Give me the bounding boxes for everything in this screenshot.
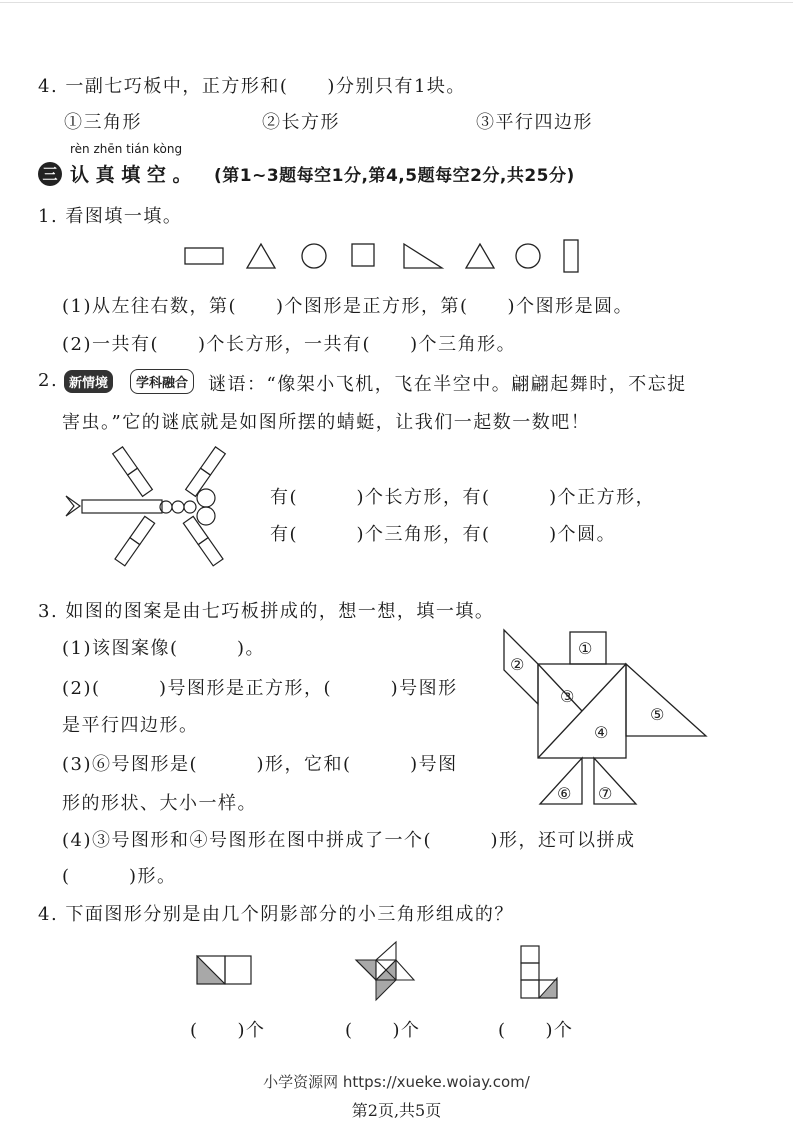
section-marker: 三 (38, 162, 62, 186)
s2-fill-line1: 有( )个长方形，有( )个正方形， (270, 487, 656, 508)
section-scoring: (第1~3题每空1分,第4,5题每空2分,共25分) (214, 166, 575, 186)
s3-line6: (4)③号图形和④号图形在图中拼成了一个( )形，还可以拼成 (62, 830, 636, 851)
tangram-label-6: ⑥ (557, 784, 572, 803)
dragonfly-figure (60, 444, 230, 584)
s2-riddle-line2: 害虫。”它的谜底就是如图所摆的蜻蜓，让我们一起数一数吧！ (62, 412, 591, 433)
triangle-shape (247, 244, 275, 268)
tangram-label-3: ③ (560, 687, 575, 706)
tangram-label-1: ① (578, 639, 593, 658)
s2-riddle-line1: 谜语：“像架小飞机，飞在半空中。翩翩起舞时，不忘捉 (208, 374, 687, 395)
tangram-label-4: ④ (594, 723, 609, 742)
circle-shape (516, 244, 540, 268)
s3-line5: 形的形状、大小一样。 (62, 793, 257, 814)
s1-line1: (1)从左往右数，第( )个图形是正方形，第( )个图形是圆。 (62, 296, 634, 317)
s4-answer-1: ( )个 (190, 1020, 266, 1041)
s3-line1: (1)该图案像( )。 (62, 638, 266, 659)
triangle-shape (466, 244, 494, 268)
s4-answer-2: ( )个 (345, 1020, 421, 1041)
section-pinyin: rèn zhēn tián kòng (70, 142, 183, 156)
shapes-row (180, 238, 600, 278)
s3-line4: (3)⑥号图形是( )形，它和( )号图 (62, 754, 458, 775)
page-number: 第2页,共5页 (351, 1101, 442, 1120)
top-border (0, 2, 793, 3)
s3-line7: ( )形。 (62, 866, 177, 887)
q4-option-3: ③平行四边形 (476, 112, 593, 133)
watermark: 小学资源网 https://xueke.woiay.com/ (263, 1073, 530, 1091)
tangram-piece-5 (626, 664, 706, 736)
tangram-label-2: ② (510, 655, 525, 674)
q4-top-question: 4. 一副七巧板中，正方形和( )分别只有1块。 (38, 76, 466, 97)
right-triangle-shape (404, 244, 442, 268)
tangram-label-5: ⑤ (650, 705, 665, 724)
shaded-figure-1 (196, 955, 256, 987)
tangram-bird-figure (500, 630, 710, 810)
s4-title: 4. 下面图形分别是由几个阴影部分的小三角形组成的？ (38, 904, 514, 925)
circle-shape (302, 244, 326, 268)
tall-rectangle-shape (564, 240, 578, 272)
new-context-tag: 新情境 (64, 370, 113, 393)
s3-line2: (2)( )号图形是正方形，( )号图形 (62, 678, 458, 699)
shaded-figure-2 (346, 940, 416, 1002)
square-shape (352, 244, 374, 266)
q4-option-2: ②长方形 (262, 112, 340, 133)
s2-number: 2. (38, 370, 59, 391)
s3-line3: 是平行四边形。 (62, 715, 199, 736)
s4-answer-3: ( )个 (498, 1020, 574, 1041)
shaded-figure-3 (520, 944, 560, 1002)
section-title: 认 真 填 空 。 (70, 164, 192, 186)
rectangle-shape (185, 248, 223, 264)
s3-title: 3. 如图的图案是由七巧板拼成的，想一想，填一填。 (38, 601, 495, 622)
cross-subject-tag: 学科融合 (130, 369, 194, 394)
s1-line2: (2)一共有( )个长方形，一共有( )个三角形。 (62, 334, 517, 355)
s2-fill-line2: 有( )个三角形，有( )个圆。 (270, 524, 617, 545)
s1-title: 1. 看图填一填。 (38, 206, 183, 227)
q4-option-1: ①三角形 (64, 112, 142, 133)
tangram-label-7: ⑦ (598, 784, 613, 803)
